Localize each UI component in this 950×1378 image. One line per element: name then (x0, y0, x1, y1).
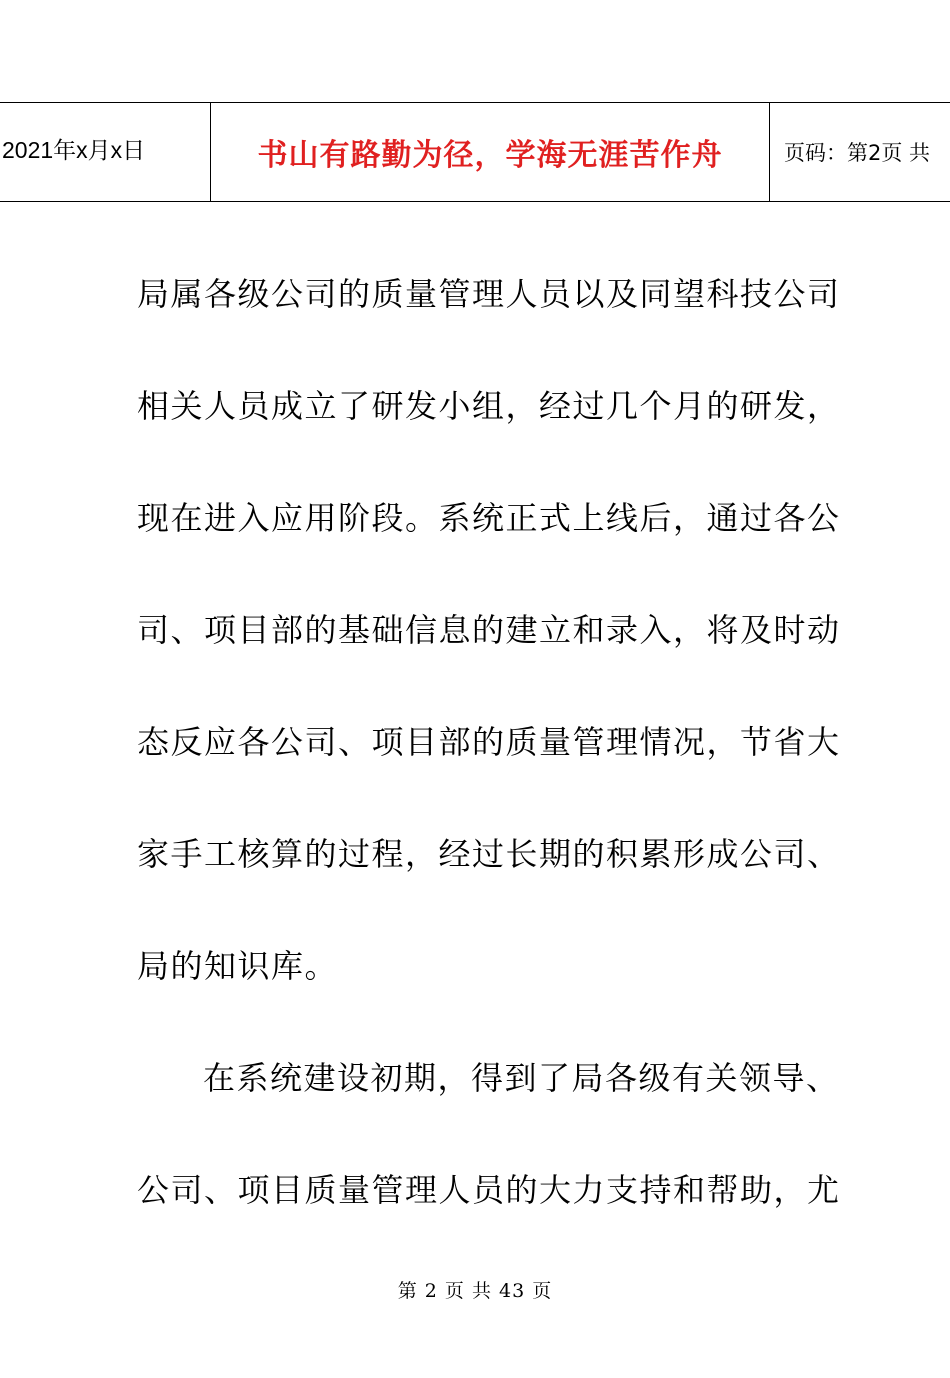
body-line: 家手工核算的过程，经过长期的积累形成公司、 (137, 835, 841, 873)
body-line: 局属各级公司的质量管理人员以及同望科技公司 (137, 275, 841, 313)
body-line: 公司、项目质量管理人员的大力支持和帮助，尤 (137, 1171, 841, 1209)
document-body (137, 258, 877, 1266)
body-line: 司、项目部的基础信息的建立和录入，将及时动 (137, 611, 841, 649)
body-paragraph-start: 在系统建设初期，得到了局各级有关领导、 (203, 1059, 840, 1097)
body-line: 相关人员成立了研发小组，经过几个月的研发， (137, 387, 841, 425)
page-footer: 第 2 页 共 43 页 (397, 1280, 553, 1302)
header-date: 2021年x月x日 (2, 136, 146, 163)
body-line: 态反应各公司、项目部的质量管理情况，节省大 (137, 723, 841, 761)
header-page-number: 页码：第2页 共 (784, 141, 931, 165)
header-motto: 书山有路勤为径，学海无涯苦作舟 (210, 103, 770, 201)
page-header (0, 102, 950, 202)
body-line: 局的知识库。 (137, 947, 339, 985)
body-line: 现在进入应用阶段。系统正式上线后，通过各公 (137, 499, 841, 537)
